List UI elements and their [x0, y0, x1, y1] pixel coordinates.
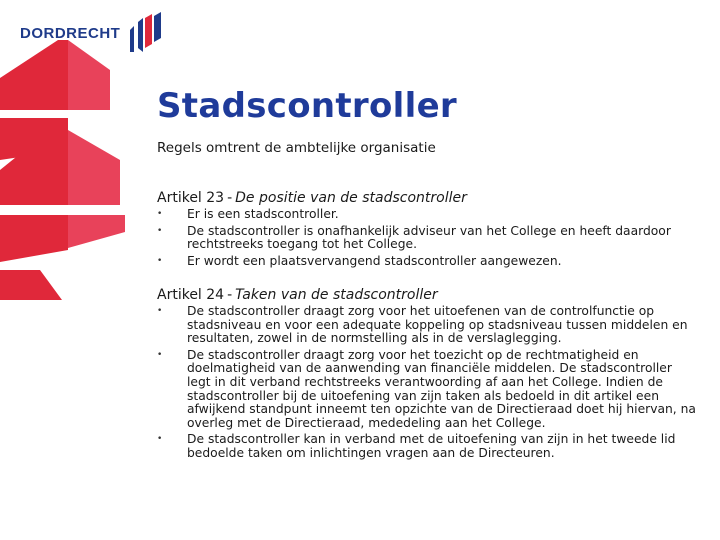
list-item-text: Er is een stadscontroller. — [187, 207, 339, 221]
bullet-icon: • — [157, 225, 163, 236]
list-item-text: De stadscontroller draagt zorg voor het uitoefenen van de controlfunctie op stadsniveau en voor een adequate koppeling op stadsniveau tussen middelen en resultaten, zowel in de normstelling als in de verslaglegging. — [187, 304, 688, 346]
dordrecht-flag-icon — [128, 12, 164, 54]
list-item-text: De stadscontroller is onafhankelijk adviseur van het College en heeft daardoor rechtstreeks toegang tot het College. — [187, 223, 671, 252]
list-item — [157, 208, 697, 222]
page-subtitle: Regels omtrent de ambtelijke organisatie — [157, 140, 436, 156]
page-title: Stadscontroller — [157, 86, 457, 126]
section-heading-prefix: Artikel 23 — [157, 190, 225, 206]
dordrecht-logo — [20, 10, 164, 56]
logo-text: DORDRECHT — [20, 24, 121, 42]
bullet-icon: • — [157, 306, 163, 316]
list-item — [157, 225, 697, 252]
section-heading-title: Taken van de stadscontroller — [235, 287, 438, 303]
section-heading-artikel-24 — [157, 287, 438, 303]
list-item-text: De stadscontroller kan in verband met de uitoefening van zijn in het tweede lid bedoelde taken om inlichtingen vragen aan de Directeuren. — [187, 432, 676, 460]
list-item — [157, 349, 697, 431]
list-item-text: Er wordt een plaatsvervangend stadscontroller aangewezen. — [187, 253, 562, 268]
section-heading-title: De positie van de stadscontroller — [235, 190, 467, 206]
list-item — [157, 305, 697, 346]
list-item — [157, 433, 697, 460]
section-heading-separator: - — [227, 190, 233, 206]
bullet-list-artikel-24 — [157, 305, 697, 464]
list-item — [157, 255, 697, 269]
bullet-icon: • — [157, 209, 163, 219]
bullet-icon: • — [157, 434, 163, 445]
bullet-icon: • — [157, 349, 163, 360]
section-heading-prefix: Artikel 24 — [157, 287, 225, 303]
list-item-text: De stadscontroller draagt zorg voor het toezicht op de rechtmatigheid en doelmatigheid van de aanwending van financiële middelen. De stadscontroller legt in dit verband rechtstreeks verantwoording af aan het College. Indien de stadscontroller bij de uitoefening van zijn taken als bedoeld in dit artikel een afwijkend standpunt inneemt ten opzichte van de Directieraad doet hij hiervan, na overleg met de Directieraad, mededeling aan het College. — [187, 347, 696, 430]
bullet-icon: • — [157, 255, 163, 266]
section-heading-artikel-23 — [157, 190, 467, 206]
decorative-red-flags — [0, 0, 150, 540]
section-heading-separator: - — [227, 287, 233, 303]
bullet-list-artikel-23 — [157, 208, 697, 271]
